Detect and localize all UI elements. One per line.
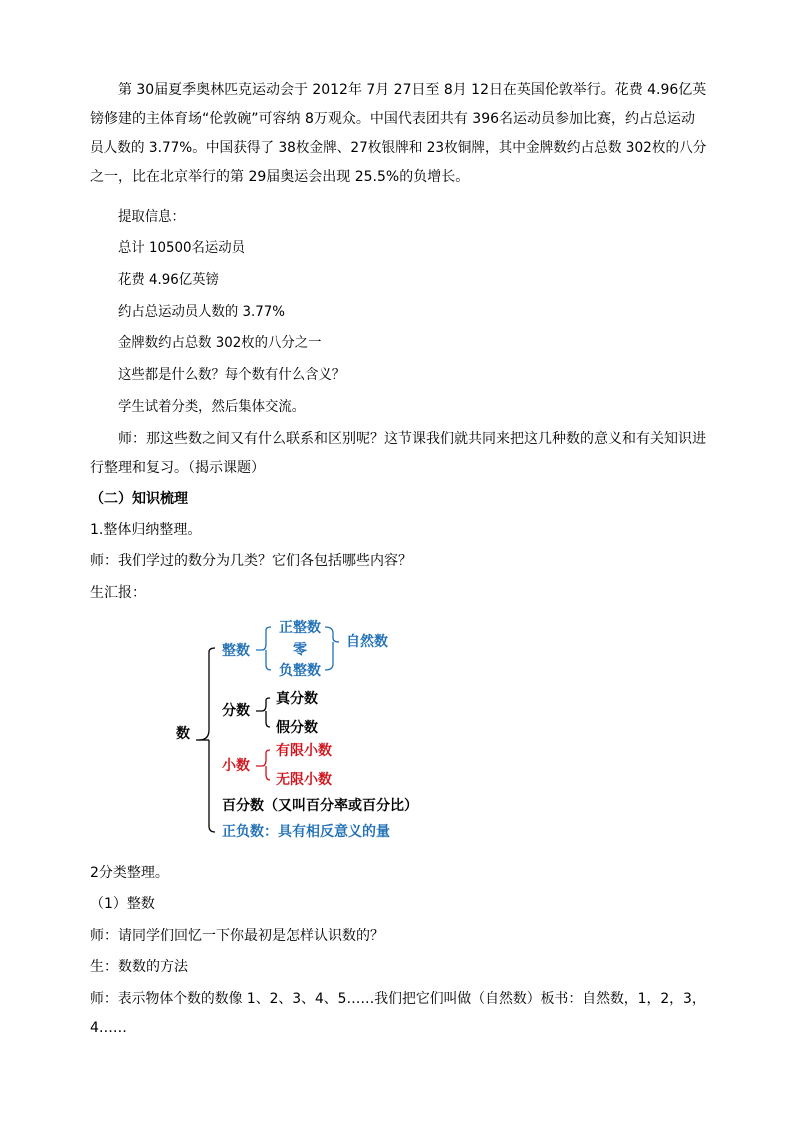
intro-paragraph-line-1: 第 30届夏季奥林匹克运动会于 2012年 7月 27日至 8月 12日在英国伦敦举行。花费 4.96亿英 bbox=[118, 82, 707, 98]
teacher-paragraph-line-4: 4…… bbox=[90, 1020, 127, 1036]
diagram-negative-integer: 负整数 bbox=[279, 663, 321, 679]
diagram-infinite-decimal: 无限小数 bbox=[276, 772, 332, 788]
integer-brace bbox=[256, 627, 271, 650]
diagram-root-number: 数 bbox=[176, 726, 190, 742]
section-heading: （二）知识梳理 bbox=[90, 491, 188, 507]
decimal-bracket bbox=[256, 750, 270, 766]
sub-heading-integer: （1）整数 bbox=[90, 896, 155, 912]
diagram-natural-number: 自然数 bbox=[346, 634, 388, 650]
intro-paragraph-line-4: 之一，比在北京举行的第 29届奥运会出现 25.5%的负增长。 bbox=[90, 169, 470, 185]
info-item-1: 总计 10500名运动员 bbox=[118, 240, 245, 256]
main-brace bbox=[199, 648, 215, 740]
diagram-percentage: 百分数（又叫百分率或百分比） bbox=[222, 798, 418, 814]
diagram-proper-fraction: 真分数 bbox=[276, 691, 318, 707]
student-answer: 生：数数的方法 bbox=[90, 959, 188, 975]
teacher-question-line: 师：我们学过的数分为几类？它们各包括哪些内容？ bbox=[90, 553, 412, 569]
info-item-4: 金牌数约占总数 302枚的八分之一 bbox=[118, 335, 322, 351]
step-2-line: 2分类整理。 bbox=[90, 865, 169, 881]
diagram-fraction: 分数 bbox=[222, 703, 250, 719]
extract-info-title: 提取信息： bbox=[118, 209, 185, 225]
student-report-line: 生汇报： bbox=[90, 585, 146, 601]
diagram-zero: 零 bbox=[293, 642, 307, 658]
diagram-signed-number: 正负数：具有相反意义的量 bbox=[222, 824, 390, 840]
diagram-decimal: 小数 bbox=[222, 758, 250, 774]
intro-paragraph-line-3: 员人数的 3.77%。中国获得了 38枚金牌、27枚银牌和 23枚铜牌，其中金牌数约占总数 302枚的八分 bbox=[90, 140, 707, 156]
info-item-3: 约占总运动员人数的 3.77% bbox=[118, 304, 285, 320]
intro-paragraph-line-2: 镑修建的主体育场“伦敦碗”可容纳 8万观众。中国代表团共有 396名运动员参加比赛，约占总运动 bbox=[90, 111, 696, 127]
diagram-finite-decimal: 有限小数 bbox=[276, 743, 332, 759]
natural-number-brace bbox=[325, 627, 339, 642]
students-line: 学生试着分类，然后集体交流。 bbox=[118, 399, 306, 415]
teacher-paragraph-line-1: 师：那这些数之间又有什么联系和区别呢？这节课我们就共同来把这几种数的意义和有关知识进 bbox=[118, 431, 706, 447]
diagram-improper-fraction: 假分数 bbox=[276, 720, 318, 736]
diagram-positive-integer: 正整数 bbox=[279, 620, 321, 636]
teacher-question-2: 师：请同学们回忆一下你最初是怎样认识数的？ bbox=[90, 928, 384, 944]
step-1-line: 1.整体归纳整理。 bbox=[90, 522, 202, 538]
info-item-2: 花费 4.96亿英镑 bbox=[118, 272, 219, 288]
fraction-bracket bbox=[256, 698, 270, 711]
teacher-paragraph-line-2: 行整理和复习。（揭示课题） bbox=[90, 460, 265, 476]
diagram-integer: 整数 bbox=[222, 643, 250, 659]
teacher-paragraph-line-3: 师：表示物体个数的数像 1、2、3、4、5……我们把它们叫做（自然数）板书：自然数，1，2，3， bbox=[90, 991, 706, 1007]
question-line: 这些都是什么数？每个数有什么含义？ bbox=[118, 367, 346, 383]
